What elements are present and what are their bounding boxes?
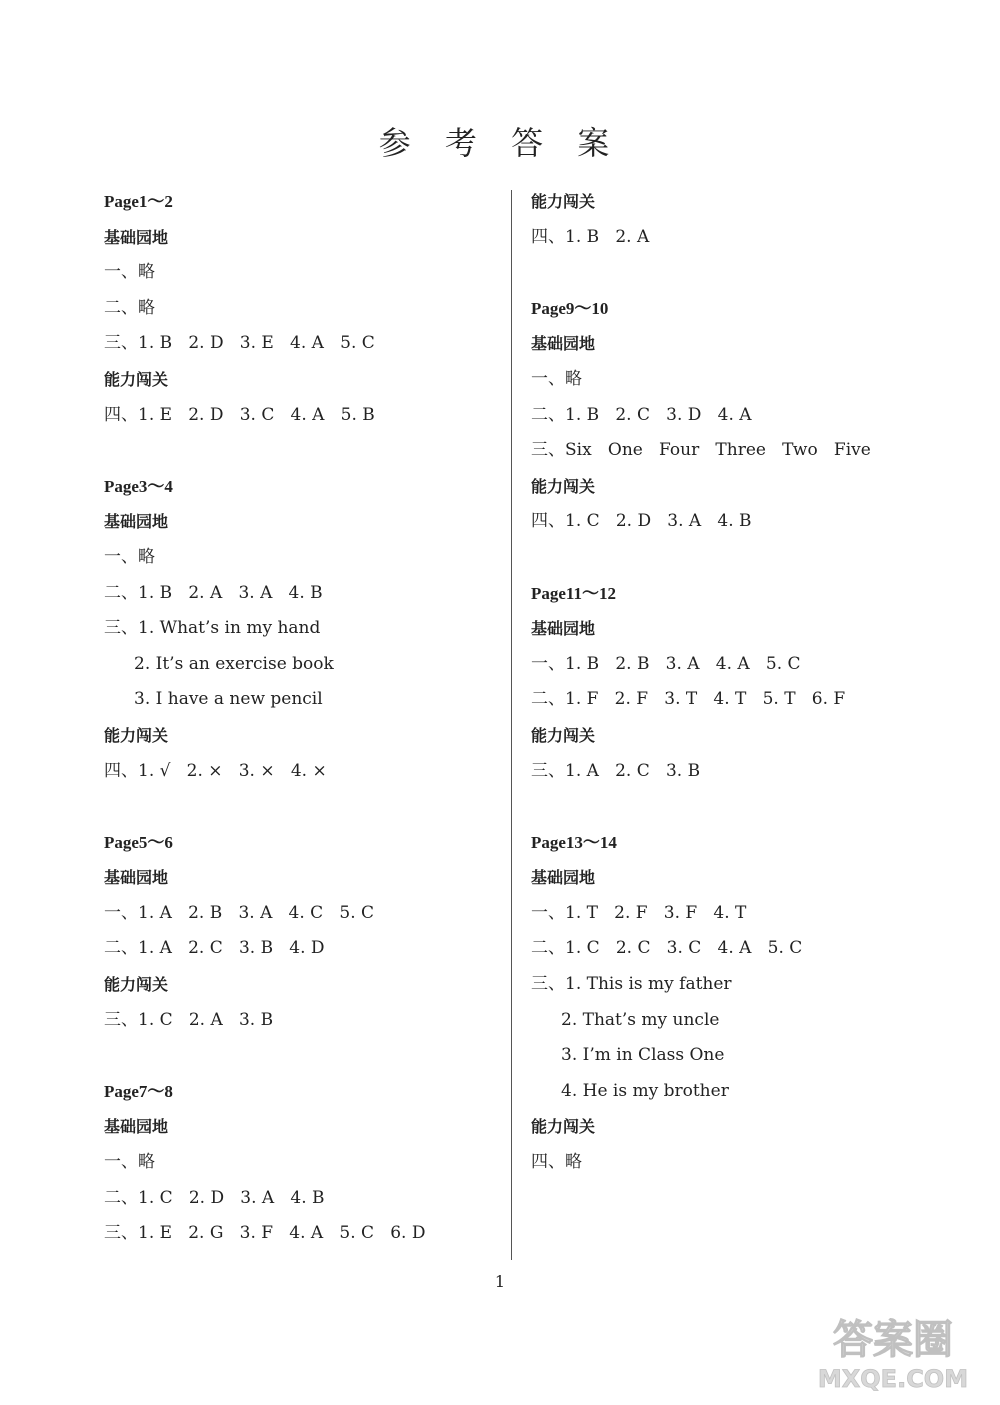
category-label: 能力闯关 [531,476,596,496]
category-label: 基础园地 [104,512,169,532]
watermark-url: MXQE.COM [817,1365,969,1393]
category-label: 能力闯关 [104,369,169,389]
answer-line: 二、1. C 2. D 3. A 4. B [104,1187,325,1208]
section-heading: Page5～6 [104,832,173,852]
category-label: 能力闯关 [104,725,169,745]
answer-line: 二、1. A 2. C 3. B 4. D [104,938,325,959]
answer-line: 四、1. B 2. A [531,226,650,247]
category-label: 能力闯关 [531,1117,596,1137]
left-column [104,184,504,1252]
answer-line: 四、1. E 2. D 3. C 4. A 5. B [104,404,375,425]
answer-line: 三、1. C 2. A 3. B [104,1009,274,1030]
page-title: 参 考 答 案 [378,124,622,162]
category-label: 能力闯关 [531,725,596,745]
answer-line: 一、略 [104,1152,155,1173]
answer-line: 2. That’s my uncle [561,1009,720,1030]
category-label: 基础园地 [104,868,169,888]
answer-line: 三、1. This is my father [531,974,732,995]
page-number: 1 [494,1272,506,1291]
answer-line: 二、略 [104,297,155,318]
answer-line: 二、1. F 2. F 3. T 4. T 5. T 6. F [531,689,846,710]
answer-line: 一、略 [104,262,155,283]
section-heading: Page11～12 [531,583,616,603]
section-heading: Page1～2 [104,192,173,211]
answer-line: 一、1. B 2. B 3. A 4. A 5. C [531,653,801,674]
answer-line: 2. It’s an exercise book [134,653,334,674]
answer-line: 三、1. B 2. D 3. E 4. A 5. C [104,333,375,354]
answer-line: 4. He is my brother [561,1080,729,1101]
category-label: 基础园地 [531,334,596,354]
category-label: 基础园地 [531,868,596,888]
answer-line: 四、1. √ 2. × 3. × 4. × [104,760,327,781]
watermark-logo [798,1305,988,1395]
answer-line: 二、1. B 2. A 3. A 4. B [104,582,323,603]
answer-line: 二、1. B 2. C 3. D 4. A [531,404,752,425]
answer-line: 一、略 [531,368,582,389]
answer-line: 三、1. A 2. C 3. B [531,760,701,781]
answer-line: 三、1. What’s in my hand [104,618,321,639]
answer-line: 三、Six One Four Three Two Five [531,440,871,461]
right-column [531,184,931,1181]
answer-line: 一、1. T 2. F 3. F 4. T [531,902,747,923]
answer-line: 3. I’m in Class One [561,1045,725,1066]
answer-line: 四、1. C 2. D 3. A 4. B [531,511,752,532]
category-label: 基础园地 [531,619,596,639]
category-label: 能力闯关 [531,192,596,211]
answer-line: 四、略 [531,1152,582,1173]
section-heading: Page7～8 [104,1081,173,1101]
answer-line: 一、略 [104,546,155,567]
answer-line: 3. I have a new pencil [134,689,323,710]
section-heading: Page3～4 [104,476,173,496]
column-divider [511,190,512,1260]
section-heading: Page9～10 [531,298,609,318]
section-heading: Page13～14 [531,832,617,852]
answer-line: 三、1. E 2. G 3. F 4. A 5. C 6. D [104,1223,426,1244]
category-label: 基础园地 [104,1117,169,1137]
answer-line: 一、1. A 2. B 3. A 4. C 5. C [104,902,375,923]
answer-line: 二、1. C 2. C 3. C 4. A 5. C [531,938,803,959]
watermark-cn: 答案圈 [833,1317,953,1363]
category-label: 基础园地 [104,227,169,247]
category-label: 能力闯关 [104,975,169,995]
